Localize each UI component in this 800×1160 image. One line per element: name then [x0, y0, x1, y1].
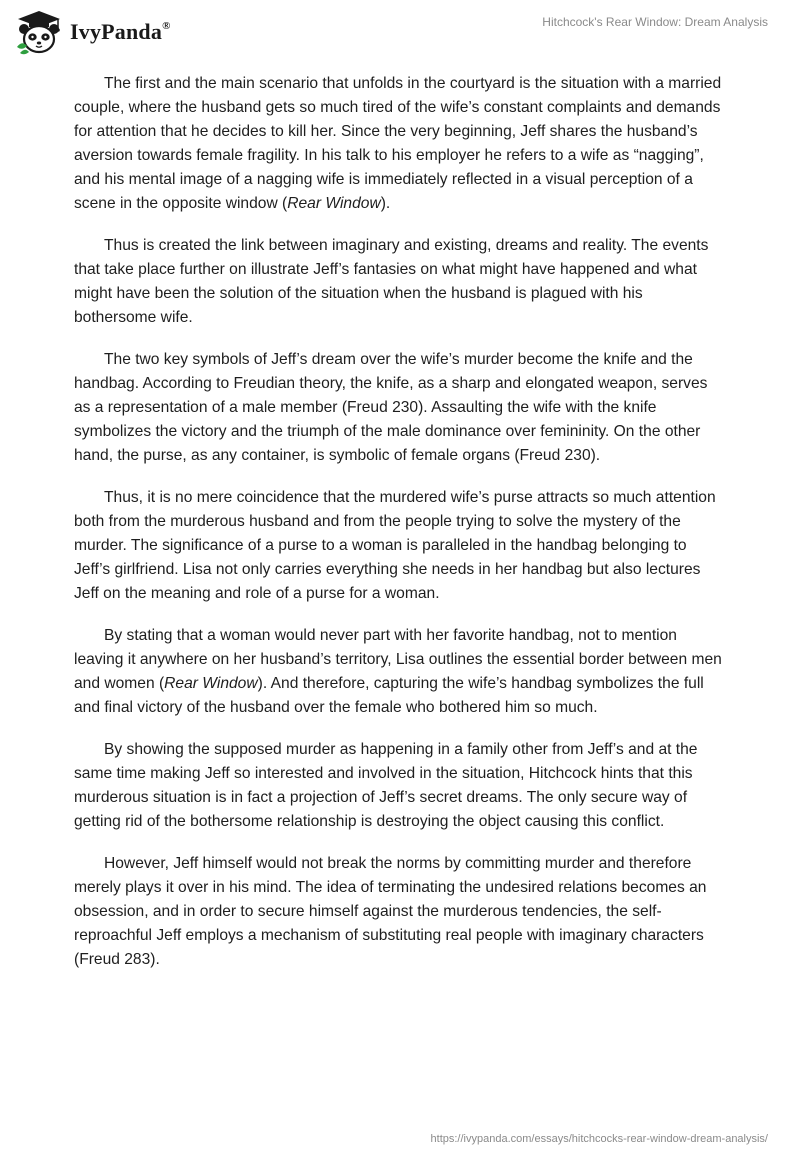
paragraph-7: However, Jeff himself would not break the norms by committing murder and therefore merely plays it over in his mind. The idea of terminating the undesired relations becomes an obsession, and in order to secure himself against the murderous tendencies, the self-reproachful Jeff employs a mechanism of substituting real people with imaginary characters (Freud 283).	[74, 855, 707, 968]
essay-body	[74, 72, 726, 990]
page-header	[0, 0, 800, 64]
paragraph-3: The two key symbols of Jeff’s dream over the wife’s murder become the knife and the handbag. According to Freudian theory, the knife, as a sharp and elongated weapon, serves as a representation of a male member (Freud 230). Assaulting the wife with the knife symbolizes the victory and the triumph of the male dominance over femininity. On the other hand, the purse, as any container, is symbolic of female organs (Freud 230).	[74, 351, 708, 464]
paragraph-2: Thus is created the link between imaginary and existing, dreams and reality. The events that take place further on illustrate Jeff’s fantasies on what might have happened and what might have been the solution of the situation when the husband is plagued with his bothersome wife.	[74, 237, 709, 326]
source-url[interactable]: https://ivypanda.com/essays/hitchcocks-rear-window-dream-analysis/	[430, 1133, 768, 1145]
brand-name: IvyPanda®	[70, 19, 171, 44]
document-title: Hitchcock's Rear Window: Dream Analysis	[542, 15, 768, 29]
registered-mark: ®	[162, 19, 171, 32]
citation-rear-window: Rear Window	[287, 195, 381, 212]
paragraph-5: By stating that a woman would never part with her favorite handbag, not to mention leaving it anywhere on her husband’s territory, Lisa outlines the essential border between men and women (Rear Window). And therefore, capturing the wife’s handbag symbolizes the full and final victory of the husband over the female who bothered him so much.	[74, 627, 722, 716]
paragraph-4: Thus, it is no mere coincidence that the murdered wife’s purse attracts so much attention both from the murderous husband and from the people trying to solve the mystery of the murder. The significance of a purse to a woman is paralleled in the handbag belonging to Jeff’s girlfriend. Lisa not only carries everything she needs in her handbag but also lectures Jeff on the meaning and role of a purse for a woman.	[74, 489, 716, 602]
paragraph-6: By showing the supposed murder as happening in a family other from Jeff’s and at the same time making Jeff so interested and involved in the situation, Hitchcock hints that this murderous situation is in fact a projection of Jeff’s secret dreams. The only secure way of getting rid of the bothersome relationship is destroying the object causing this conflict.	[74, 741, 698, 830]
paragraph-1: The first and the main scenario that unfolds in the courtyard is the situation with a married couple, where the husband gets so much tired of the wife’s constant complaints and demands for attention that he decides to kill her. Since the very beginning, Jeff shares the husband’s aversion towards female fragility. In his talk to his employer he refers to a wife as “nagging”, and his mental image of a nagging wife is immediately reflected in a visual perception of a scene in the opposite window (Rear Window).	[74, 75, 722, 212]
panda-graduate-icon	[14, 9, 64, 55]
citation-rear-window: Rear Window	[164, 675, 258, 692]
ivypanda-logo[interactable]	[14, 8, 171, 56]
